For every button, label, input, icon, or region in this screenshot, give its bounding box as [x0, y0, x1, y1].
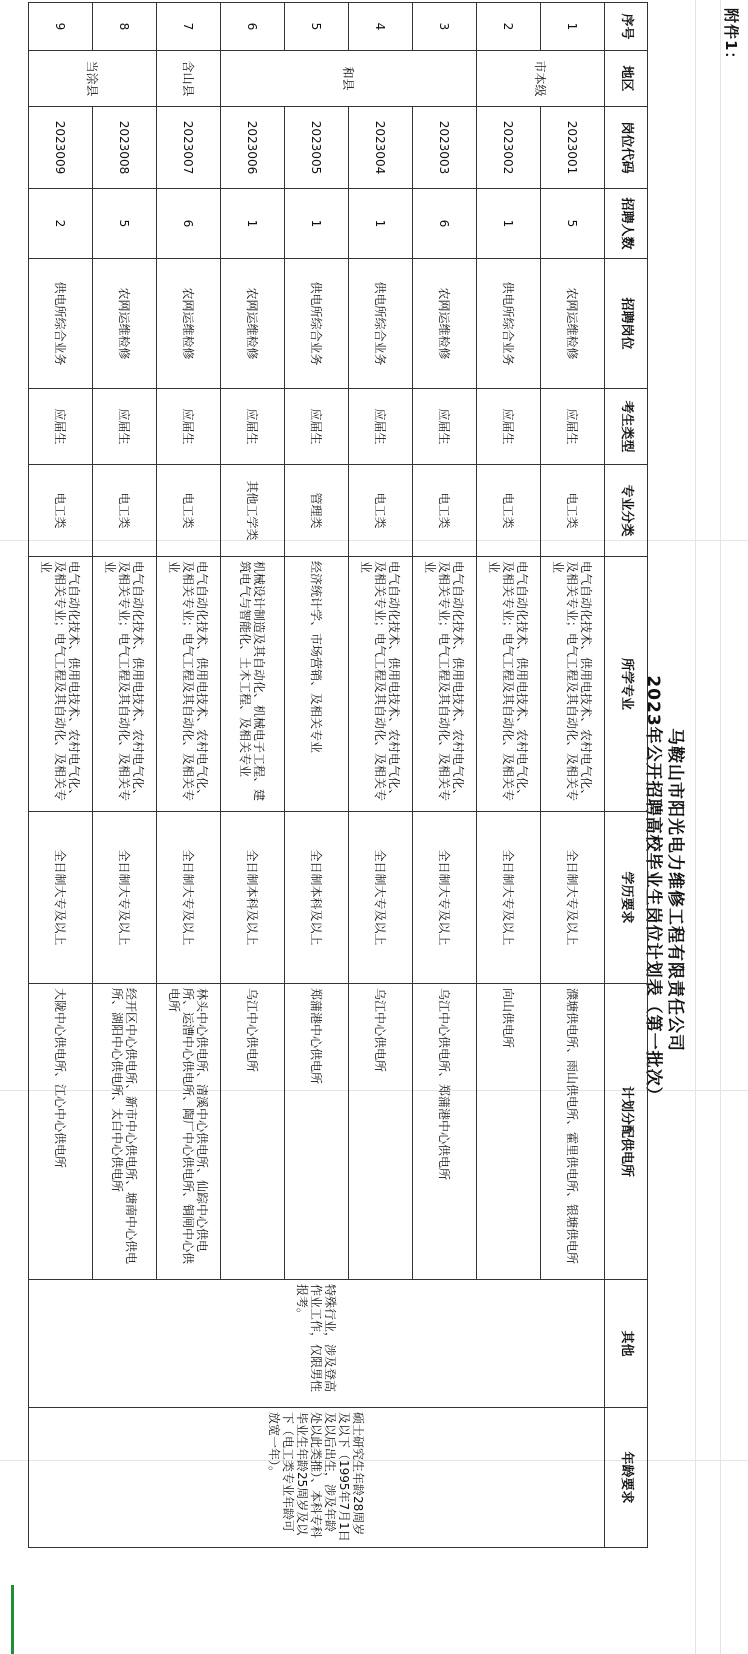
cell-edu: 全日制大专及以上	[157, 812, 221, 984]
cell-post: 农网运维检修	[93, 259, 157, 389]
cell-count: 1	[477, 189, 541, 259]
cell-region: 市本级	[477, 51, 605, 107]
cell-code: 2023007	[157, 107, 221, 189]
cell-code: 2023005	[285, 107, 349, 189]
cell-no: 2	[477, 3, 541, 51]
cell-no: 7	[157, 3, 221, 51]
cell-major: 电气自动化技术、供用电技术、农村电气化、及相关专业；电气工程及其自动化、及相关专业	[541, 557, 605, 812]
header-cell: 年龄要求	[605, 1408, 648, 1548]
cell-type: 应届生	[285, 389, 349, 465]
cell-edu: 全日制本科及以上	[285, 812, 349, 984]
header-cell: 考生类型	[605, 389, 648, 465]
cell-code: 2023008	[93, 107, 157, 189]
cell-count: 6	[157, 189, 221, 259]
cell-type: 应届生	[29, 389, 93, 465]
cell-major: 电气自动化技术、供用电技术、农村电气化、及相关专业；电气工程及其自动化、及相关专业	[349, 557, 413, 812]
cell-other: 特殊行业，涉及登高作业工作，仅限男性报考。	[29, 1280, 605, 1408]
cell-region: 和县	[221, 51, 477, 107]
cell-count: 6	[413, 189, 477, 259]
document-title: 马鞍山市阳光电力维修工程有限责任公司	[665, 728, 685, 1052]
cell-type: 应届生	[93, 389, 157, 465]
cell-major: 电气自动化技术、供用电技术、农村电气化、及相关专业；电气工程及其自动化、及相关专业	[29, 557, 93, 812]
cell-edu: 全日制本科及以上	[221, 812, 285, 984]
cell-no: 5	[285, 3, 349, 51]
header-row	[605, 3, 648, 1548]
table-row	[541, 3, 605, 1548]
cell-no: 9	[29, 3, 93, 51]
header-cell: 专业分类	[605, 465, 648, 557]
cell-age: 硕士研究生年龄28周岁及以下（1995年7月1日及以后出生，涉及年龄处以此类推）、本科专科毕业生年龄25周岁及以下（电工类专业年龄可放宽一年）。	[29, 1408, 605, 1548]
header-cell: 招聘人数	[605, 189, 648, 259]
cell-edu: 全日制大专及以上	[477, 812, 541, 984]
cell-major: 经济统计学、市场营销、及相关专业	[285, 557, 349, 812]
cell-post: 农网运维检修	[157, 259, 221, 389]
cell-units: 林头中心供电所、清溪中心供电所、仙踪中心供电所、运漕中心供电所、陶厂中心供电所、铜闸中心供电所	[157, 984, 221, 1280]
cell-type: 应届生	[413, 389, 477, 465]
cell-edu: 全日制大专及以上	[93, 812, 157, 984]
cell-no: 8	[93, 3, 157, 51]
cell-code: 2023004	[349, 107, 413, 189]
header-cell: 计划分配供电所	[605, 984, 648, 1280]
cell-code: 2023006	[221, 107, 285, 189]
cell-category: 电工类	[93, 465, 157, 557]
cell-code: 2023009	[29, 107, 93, 189]
cell-major: 电气自动化技术、供用电技术、农村电气化、及相关专业；电气工程及其自动化、及相关专业	[157, 557, 221, 812]
cell-category: 电工类	[477, 465, 541, 557]
cell-major: 电气自动化技术、供用电技术、农村电气化、及相关专业；电气工程及其自动化、及相关专业	[413, 557, 477, 812]
cell-region: 当涂县	[29, 51, 157, 107]
cell-units: 向山供电所	[477, 984, 541, 1280]
accent-bar	[11, 1585, 14, 1654]
cell-post: 农网运维检修	[221, 259, 285, 389]
cell-code: 2023003	[413, 107, 477, 189]
cell-type: 应届生	[349, 389, 413, 465]
cell-type: 应届生	[221, 389, 285, 465]
cell-post: 供电所综合业务	[285, 259, 349, 389]
cell-category: 电工类	[413, 465, 477, 557]
cell-major: 电气自动化技术、供用电技术、农村电气化、及相关专业；电气工程及其自动化、及相关专业	[93, 557, 157, 812]
cell-edu: 全日制大专及以上	[413, 812, 477, 984]
cell-no: 3	[413, 3, 477, 51]
header-cell: 所学专业	[605, 557, 648, 812]
cell-count: 1	[285, 189, 349, 259]
cell-units: 濮塘供电所、雨山供电所、霍里供电所、银塘供电所	[541, 984, 605, 1280]
cell-edu: 全日制大专及以上	[29, 812, 93, 984]
cell-units: 乌江中心供电所	[221, 984, 285, 1280]
cell-units: 乌江中心供电所	[349, 984, 413, 1280]
header-cell: 招聘岗位	[605, 259, 648, 389]
cell-no: 4	[349, 3, 413, 51]
cell-units: 大陇中心供电所、江心中心供电所	[29, 984, 93, 1280]
cell-no: 6	[221, 3, 285, 51]
attachment-label: 附件1：	[722, 8, 740, 68]
header-cell: 岗位代码	[605, 107, 648, 189]
cell-edu: 全日制大专及以上	[541, 812, 605, 984]
header-cell: 地区	[605, 51, 648, 107]
cell-region: 含山县	[157, 51, 221, 107]
cell-post: 农网运维检修	[413, 259, 477, 389]
recruitment-table	[28, 2, 648, 1548]
cell-units: 经开区中心供电所、新市中心供电所、塘南中心供电所、湖阳中心供电所、太白中心供电所	[93, 984, 157, 1280]
cell-post: 供电所综合业务	[349, 259, 413, 389]
header-cell: 学历要求	[605, 812, 648, 984]
cell-count: 5	[541, 189, 605, 259]
cell-post: 供电所综合业务	[477, 259, 541, 389]
cell-category: 电工类	[349, 465, 413, 557]
cell-count: 2	[29, 189, 93, 259]
cell-type: 应届生	[157, 389, 221, 465]
cell-post: 供电所综合业务	[29, 259, 93, 389]
cell-count: 1	[221, 189, 285, 259]
cell-category: 管理类	[285, 465, 349, 557]
cell-category: 电工类	[541, 465, 605, 557]
cell-post: 农网运维检修	[541, 259, 605, 389]
cell-type: 应届生	[541, 389, 605, 465]
cell-count: 5	[93, 189, 157, 259]
cell-no: 1	[541, 3, 605, 51]
cell-units: 乌江中心供电所、郑蒲港中心供电所	[413, 984, 477, 1280]
cell-count: 1	[349, 189, 413, 259]
cell-category: 电工类	[157, 465, 221, 557]
cell-code: 2023001	[541, 107, 605, 189]
cell-major: 电气自动化技术、供用电技术、农村电气化、及相关专业；电气工程及其自动化、及相关专业	[477, 557, 541, 812]
cell-category: 电工类	[29, 465, 93, 557]
header-cell: 其他	[605, 1280, 648, 1408]
cell-code: 2023002	[477, 107, 541, 189]
cell-edu: 全日制大专及以上	[349, 812, 413, 984]
cell-category: 其他工学类	[221, 465, 285, 557]
document-subtitle: 2023年公开招聘高校毕业生岗位计划表（第一批次）	[643, 675, 663, 1105]
cell-major: 机械设计制造及其自动化、机械电子工程、建筑电气与智能化、土木工程、及相关专业	[221, 557, 285, 812]
cell-type: 应届生	[477, 389, 541, 465]
header-cell: 序号	[605, 3, 648, 51]
cell-units: 郑蒲港中心供电所	[285, 984, 349, 1280]
